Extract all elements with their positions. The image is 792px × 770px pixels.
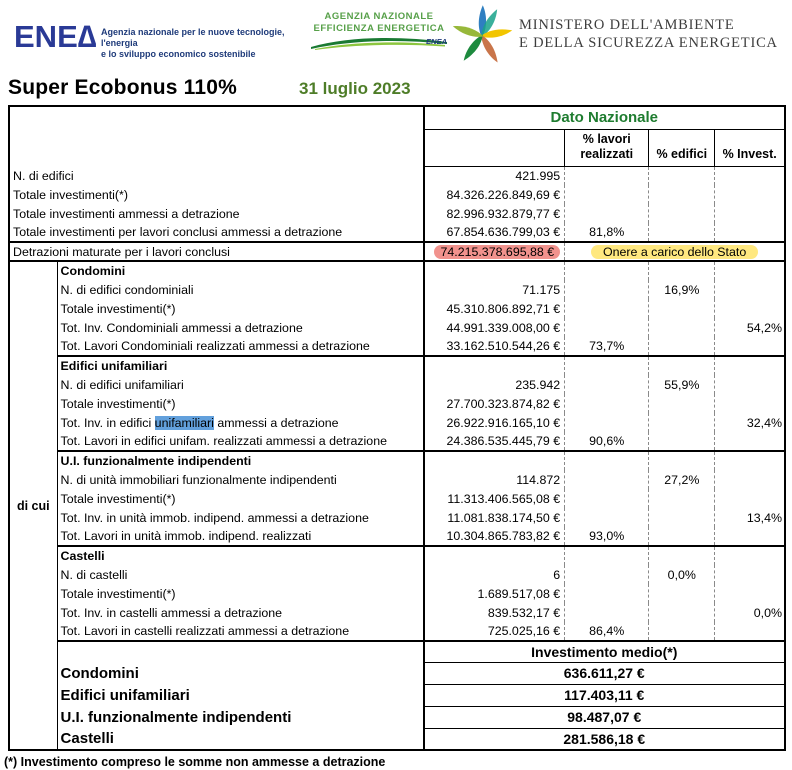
row-value: 82.996.932.879,77 € bbox=[424, 204, 565, 223]
detrazioni-note bbox=[565, 242, 785, 261]
pct-invest bbox=[715, 299, 785, 318]
report-date: 31 luglio 2023 bbox=[299, 79, 411, 98]
pct-edifici bbox=[649, 584, 715, 603]
pct-lavori bbox=[565, 603, 649, 622]
ecobonus-table bbox=[8, 105, 786, 751]
ministero-line1: MINISTERO DELL'AMBIENTE bbox=[519, 17, 735, 33]
table-row bbox=[9, 242, 785, 261]
pct-invest bbox=[715, 622, 785, 641]
pct-edifici bbox=[649, 508, 715, 527]
pct-lavori bbox=[565, 565, 649, 584]
table-row bbox=[9, 337, 785, 356]
row-value: 98.487,07 € bbox=[424, 706, 786, 728]
ministero-logo-text bbox=[519, 16, 778, 52]
table-row bbox=[9, 356, 785, 375]
pct-lavori: 93,0% bbox=[565, 527, 649, 546]
empty-cell bbox=[9, 106, 424, 166]
pct-invest bbox=[715, 337, 785, 356]
row-label: Edifici unifamiliari bbox=[57, 684, 423, 706]
pct-invest bbox=[715, 204, 785, 223]
pct-lavori bbox=[565, 413, 649, 432]
pct-lavori: 81,8% bbox=[565, 223, 649, 242]
blue-selection-highlight: unifamiliari bbox=[154, 415, 214, 430]
pct-edifici bbox=[649, 394, 715, 413]
table-row bbox=[9, 261, 785, 280]
pct-invest bbox=[715, 280, 785, 299]
page-title: Super Ecobonus 110% bbox=[8, 76, 238, 99]
table-row bbox=[9, 470, 785, 489]
pct-edifici bbox=[649, 223, 715, 242]
pct-invest bbox=[715, 546, 785, 565]
row-label: Tot. Lavori in unità immob. indipend. realizzati bbox=[57, 527, 423, 546]
row-value: 725.025,16 € bbox=[424, 622, 565, 641]
table-row bbox=[9, 394, 785, 413]
pct-edifici bbox=[649, 356, 715, 375]
ministero-line2: E DELLA SICUREZZA ENERGETICA bbox=[519, 35, 778, 51]
row-value: 421.995 bbox=[424, 166, 565, 185]
section-title: U.I. funzionalmente indipendenti bbox=[57, 451, 423, 470]
pct-lavori bbox=[565, 318, 649, 337]
pct-edifici bbox=[649, 546, 715, 565]
pct-edifici bbox=[649, 622, 715, 641]
dato-nazionale-header: Dato Nazionale bbox=[424, 106, 786, 129]
table-row bbox=[9, 603, 785, 622]
pct-lavori bbox=[565, 451, 649, 470]
col-header-lavori: % lavori realizzati bbox=[565, 129, 649, 166]
pct-invest bbox=[715, 470, 785, 489]
pct-invest bbox=[715, 451, 785, 470]
table-row bbox=[9, 223, 785, 242]
row-value bbox=[424, 546, 565, 565]
row-label: Tot. Lavori in edifici unifam. realizzati ammessi a detrazione bbox=[57, 432, 423, 451]
pct-invest bbox=[715, 223, 785, 242]
pct-edifici bbox=[649, 337, 715, 356]
table-row bbox=[9, 432, 785, 451]
row-value: 45.310.806.892,71 € bbox=[424, 299, 565, 318]
table-row bbox=[9, 662, 785, 684]
pct-invest: 32,4% bbox=[746, 415, 782, 430]
pct-invest bbox=[715, 489, 785, 508]
pct-edifici bbox=[649, 166, 715, 185]
page-header bbox=[0, 0, 792, 74]
row-label: Totale investimenti(*) bbox=[9, 185, 424, 204]
table-row bbox=[9, 185, 785, 204]
row-value: 114.872 bbox=[424, 470, 565, 489]
row-value: 235.942 bbox=[424, 375, 565, 394]
pct-lavori bbox=[565, 299, 649, 318]
row-value: 117.403,11 € bbox=[424, 684, 786, 706]
row-label: Tot. Inv. in castelli ammessi a detrazione bbox=[57, 603, 423, 622]
row-value: 26.922.916.165,10 € bbox=[424, 413, 565, 432]
pct-edifici bbox=[649, 489, 715, 508]
row-value bbox=[424, 451, 565, 470]
row-value bbox=[424, 261, 565, 280]
row-label: Totale investimenti ammessi a detrazione bbox=[9, 204, 424, 223]
table-row bbox=[9, 318, 785, 337]
pct-lavori bbox=[565, 356, 649, 375]
pct-lavori bbox=[565, 166, 649, 185]
table-row bbox=[9, 508, 785, 527]
table-row bbox=[9, 375, 785, 394]
pct-invest: 0,0% bbox=[753, 605, 782, 620]
agenzia-line2: EFFICIENZA ENERGETICA bbox=[313, 22, 445, 34]
row-value: 281.586,18 € bbox=[563, 730, 646, 747]
row-label: Totale investimenti(*) bbox=[57, 489, 423, 508]
table-row bbox=[9, 565, 785, 584]
col-header-invest: % Invest. bbox=[715, 129, 785, 166]
row-label: Tot. Lavori in castelli realizzati ammessi a detrazione bbox=[57, 622, 423, 641]
pct-invest bbox=[715, 185, 785, 204]
enea-tagline-line2: e lo sviluppo economico sostenibile bbox=[101, 49, 256, 59]
pct-lavori bbox=[565, 584, 649, 603]
agenzia-efficienza-logo bbox=[305, 11, 453, 56]
table-row bbox=[9, 622, 785, 641]
pink-highlight: 74.215.378.695,88 € bbox=[434, 245, 560, 259]
row-label: Castelli bbox=[57, 728, 423, 750]
title-bar bbox=[0, 74, 792, 105]
table-row bbox=[9, 451, 785, 470]
agenzia-line1: AGENZIA NAZIONALE bbox=[324, 11, 434, 22]
pct-lavori bbox=[565, 185, 649, 204]
pct-edifici: 0,0% bbox=[649, 565, 715, 584]
table-row bbox=[9, 546, 785, 565]
table-row bbox=[9, 527, 785, 546]
enea-logo bbox=[14, 19, 97, 54]
pct-lavori bbox=[565, 489, 649, 508]
row-value: 33.162.510.544,26 € bbox=[424, 337, 565, 356]
pct-lavori bbox=[565, 394, 649, 413]
row-value: 44.991.339.008,00 € bbox=[424, 318, 565, 337]
pct-edifici: 27,2% bbox=[649, 470, 715, 489]
yellow-highlight: Onere a carico dello Stato bbox=[591, 245, 758, 259]
pct-edifici bbox=[649, 204, 715, 223]
row-value: 11.081.838.174,50 € bbox=[424, 508, 565, 527]
row-value: 67.854.636.799,03 € bbox=[424, 223, 565, 242]
row-label: N. di unità immobiliari funzionalmente indipendenti bbox=[57, 470, 423, 489]
row-label: Detrazioni maturate per i lavori conclusi bbox=[9, 242, 424, 261]
enea-tagline-line1: Agenzia nazionale per le nuove tecnologie, l'energia bbox=[101, 27, 285, 48]
empty-cell bbox=[57, 641, 423, 662]
pct-invest bbox=[715, 394, 785, 413]
row-label bbox=[57, 413, 423, 432]
pct-lavori bbox=[565, 261, 649, 280]
row-value: 10.304.865.783,82 € bbox=[424, 527, 565, 546]
pct-invest bbox=[715, 527, 785, 546]
enea-wordmark: ENE bbox=[14, 19, 78, 54]
pct-edifici bbox=[649, 185, 715, 204]
table-row bbox=[9, 489, 785, 508]
table-row bbox=[9, 166, 785, 185]
row-label: N. di edifici condominiali bbox=[57, 280, 423, 299]
pct-edifici bbox=[649, 527, 715, 546]
table-row bbox=[9, 413, 785, 432]
pct-lavori bbox=[565, 204, 649, 223]
row-value: 636.611,27 € bbox=[424, 662, 786, 684]
enea-tagline bbox=[101, 27, 301, 60]
row-label: Tot. Inv. Condominiali ammessi a detrazione bbox=[57, 318, 423, 337]
row-value: 11.313.406.565,08 € bbox=[424, 489, 565, 508]
pct-invest: 13,4% bbox=[746, 510, 782, 525]
empty-header-cell bbox=[424, 129, 565, 166]
section-title: Castelli bbox=[57, 546, 423, 565]
ministero-star-icon bbox=[449, 2, 515, 75]
pct-lavori bbox=[565, 280, 649, 299]
table-row bbox=[9, 204, 785, 223]
pct-lavori: 86,4% bbox=[565, 622, 649, 641]
pct-invest bbox=[715, 166, 785, 185]
row-label: Totale investimenti per lavori conclusi ammessi a detrazione bbox=[9, 223, 424, 242]
pct-invest: 54,2% bbox=[746, 320, 782, 335]
pct-lavori bbox=[565, 508, 649, 527]
pct-lavori: 73,7% bbox=[565, 337, 649, 356]
row-value: 1.689.517,08 € bbox=[424, 584, 565, 603]
row-label: Condomini bbox=[57, 662, 423, 684]
investimento-medio-header: Investimento medio(*) bbox=[424, 641, 786, 662]
row-label: Totale investimenti(*) bbox=[57, 394, 423, 413]
row-label: U.I. funzionalmente indipendenti bbox=[57, 706, 423, 728]
row-label: Tot. Lavori Condominiali realizzati ammessi a detrazione bbox=[57, 337, 423, 356]
pct-lavori bbox=[565, 375, 649, 394]
col-header-edifici: % edifici bbox=[649, 129, 715, 166]
table-row bbox=[9, 299, 785, 318]
pct-edifici bbox=[649, 261, 715, 280]
pct-lavori bbox=[565, 546, 649, 565]
footnote: (*) Investimento compreso le somme non ammesse a detrazione bbox=[4, 755, 386, 769]
section-title: Condomini bbox=[57, 261, 423, 280]
pct-edifici bbox=[649, 299, 715, 318]
label-pre: Tot. Inv. in edifici bbox=[60, 415, 155, 430]
row-label: Totale investimenti(*) bbox=[57, 299, 423, 318]
row-label: N. di castelli bbox=[57, 565, 423, 584]
pct-invest bbox=[715, 432, 785, 451]
di-cui-label: di cui bbox=[9, 261, 57, 750]
pct-edifici: 16,9% bbox=[649, 280, 715, 299]
table-row bbox=[9, 684, 785, 706]
section-title: Edifici unifamiliari bbox=[57, 356, 423, 375]
pct-edifici bbox=[649, 603, 715, 622]
pct-invest bbox=[715, 375, 785, 394]
pct-invest bbox=[715, 261, 785, 280]
row-label: N. di edifici bbox=[9, 166, 424, 185]
row-label: Totale investimenti(*) bbox=[57, 584, 423, 603]
row-value: 24.386.535.445,79 € bbox=[424, 432, 565, 451]
row-value: 27.700.323.874,82 € bbox=[424, 394, 565, 413]
pct-invest bbox=[715, 584, 785, 603]
pct-lavori: 90,6% bbox=[565, 432, 649, 451]
row-label: Tot. Inv. in unità immob. indipend. ammessi a detrazione bbox=[57, 508, 423, 527]
table-row bbox=[9, 106, 785, 129]
pct-edifici bbox=[649, 318, 715, 337]
label-post: ammessi a detrazione bbox=[213, 415, 339, 430]
pct-edifici bbox=[649, 432, 715, 451]
table-row bbox=[9, 641, 785, 662]
table-row bbox=[9, 706, 785, 728]
pct-edifici bbox=[649, 451, 715, 470]
row-value: 71.175 bbox=[424, 280, 565, 299]
pct-lavori bbox=[565, 470, 649, 489]
row-value: 6 bbox=[424, 565, 565, 584]
pct-edifici bbox=[649, 413, 715, 432]
row-value: 84.326.226.849,69 € bbox=[424, 185, 565, 204]
detrazioni-value bbox=[424, 242, 565, 261]
table-row bbox=[9, 728, 785, 750]
enea-wordmark-delta: ∆ bbox=[77, 19, 97, 54]
row-value bbox=[424, 356, 565, 375]
agenzia-swoosh-icon bbox=[305, 35, 453, 56]
table-row bbox=[9, 584, 785, 603]
row-label: N. di edifici unifamiliari bbox=[57, 375, 423, 394]
agenzia-enea-mark: ENEA bbox=[426, 37, 447, 46]
table-row bbox=[9, 280, 785, 299]
pct-invest bbox=[715, 565, 785, 584]
pct-edifici: 55,9% bbox=[649, 375, 715, 394]
row-value: 839.532,17 € bbox=[424, 603, 565, 622]
pct-invest bbox=[715, 356, 785, 375]
